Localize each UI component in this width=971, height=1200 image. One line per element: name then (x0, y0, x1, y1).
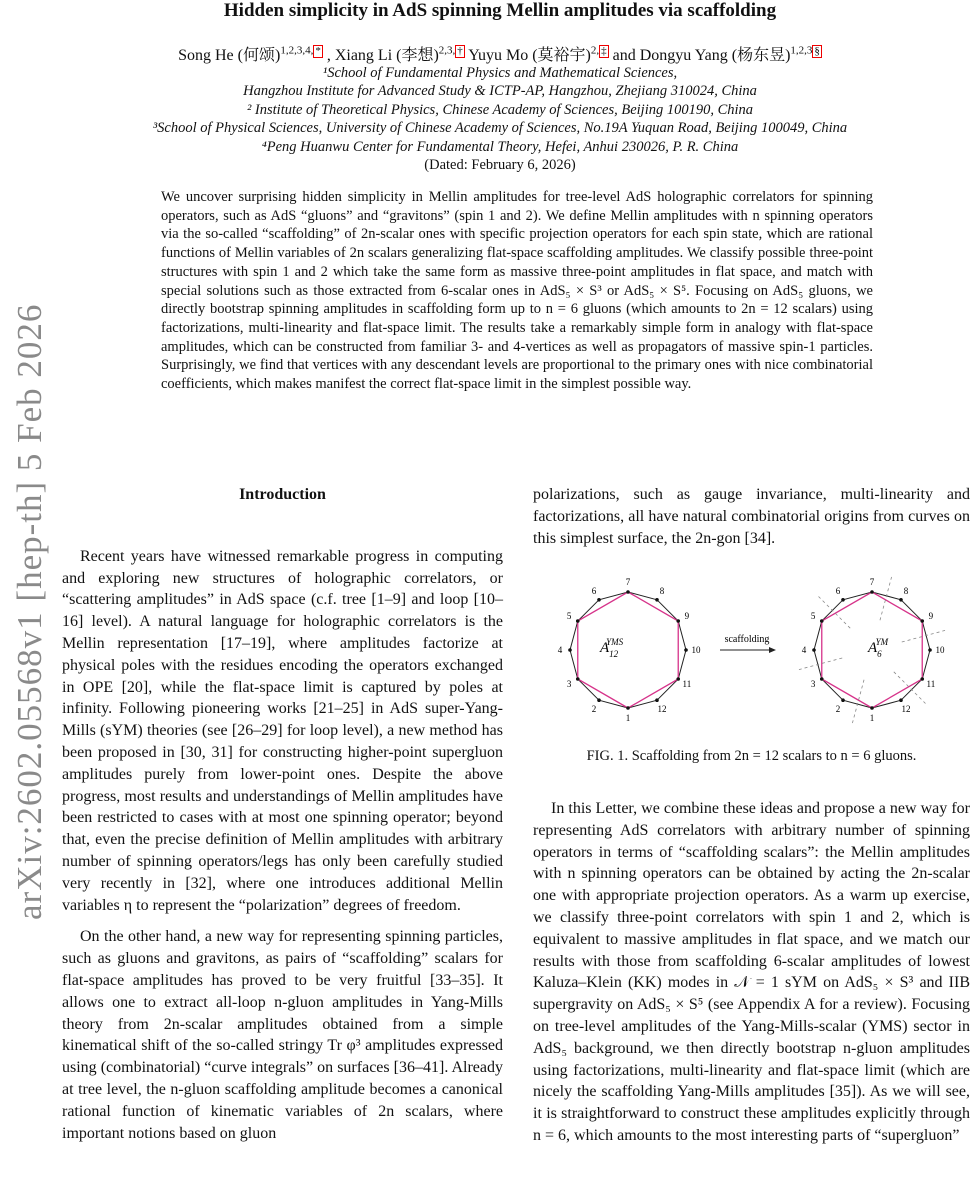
vertex-label: 2 (835, 703, 841, 714)
affiliation-line: Hangzhou Institute for Advanced Study & ICTP-AP, Hangzhou, Zhejiang 310024, China (243, 83, 757, 100)
vertex-label: 10 (935, 645, 945, 655)
vertex-dot (676, 677, 680, 681)
vertex-dot (820, 619, 824, 623)
affiliations (40, 64, 960, 174)
right-column-top (533, 484, 970, 549)
vertex-dot (841, 698, 845, 702)
author-affil-sup: 1,2,3 (790, 44, 813, 57)
paragraph: polarizations, such as gauge invariance, multi-linearity and factorizations, all have natural combinatorial origins from curves on this simplest surface, the 2n-gon [34]. (533, 486, 970, 547)
gluon-line (880, 577, 892, 620)
vertex-dot (597, 598, 601, 602)
left-12-gon (558, 577, 701, 723)
vertex-dot (870, 706, 874, 710)
arxiv-side-stamp: arXiv:2602.05568v1 [hep-th] 5 Feb 2026 (10, 303, 49, 920)
paragraph: On the other hand, a new way for representing spinning particles, such as gluons and gravitons, as pairs of “scaffolding” scalars for flat-space amplitudes has proved to be very fruitful [33–35]. It allows one to extract all-loop n-gluon amplitudes in Yang-Mills theory from 2n-scalar amplitudes obtained from a simple kinematical shift of the so-called stringy Tr φ³ amplitudes expressed using (combinatorial) “curve integrals” on surfaces [36–41]. Already at tree level, the n-gluon scaffolding amplitude becomes a canonical rational function of kinematic variables of 2n scalars, where important notions based on gluon (62, 928, 503, 1142)
paper-title: Hidden simplicity in AdS spinning Mellin amplitudes via scaffolding (223, 0, 777, 21)
figure-caption: FIG. 1. Scaffolding from 2n = 12 scalars to n = 6 gluons. (586, 748, 917, 764)
vertex-label: 9 (684, 611, 690, 621)
vertex-label: 7 (869, 577, 875, 587)
arrow-label: scaffolding (724, 634, 770, 645)
vertex-dot (841, 598, 845, 602)
left-amplitude-label: $A_{12}YMS$ (600, 637, 624, 659)
author-name: Yuyu Mo (莫裕宇) (468, 47, 591, 64)
author-affil-sup: 2, (590, 44, 600, 57)
vertex-dot (676, 619, 680, 623)
vertex-dot (928, 648, 932, 652)
figure-1-diagram (540, 570, 970, 730)
vertex-label: 4 (557, 645, 563, 655)
footnote-link[interactable]: † (457, 44, 463, 57)
affiliation-line: ³School of Physical Sciences, University of Chinese Academy of Sciences, No.19A Yuquan Road, Beijing 100049, China (152, 120, 848, 137)
author-name: and Dongyu Yang (杨东昱) (612, 47, 791, 64)
vertex-dot (568, 648, 572, 652)
vertex-label: 11 (926, 679, 936, 689)
abstract: We uncover surprising hidden simplicity in Mellin amplitudes for tree-level AdS holographic correlators for spinning operators, such as AdS “gluons” and “gravitons” (spin 1 and 2). We define Mellin amplitudes with n spinning operators via the so-called “scaffolding” of 2n-scalar ones with specific projection operators for each spin state, which are rational functions of Mellin variables of 2n scalars generalizing flat-space scaffolding amplitudes. We classify possible three-point structures with spin 1 and 2 which take the same form as massive three-point amplitudes in flat space, and match with special solutions such as those extracted from 6-scalar ones in AdS₅ × S³ or AdS₅ × S⁵. Focusing on AdS₅ gluons, we directly bootstrap spinning amplitudes in scaffolding form up to n = 6 gluons (which amounts to 2n = 12 scalars) using factorizations, multi-linearity and flat-space limit. The results take a remarkably simple form in analogy with flat-space amplitudes, which can be constructed from familiar 3- and 4-vertices as well as propagators of massive spin-1 particles. Surprisingly, we find that vertices with any descendant levels are proportional to the primary ones with nice combinatorial coefficients, which makes manifest the correct flat-space limit in the simplest possible way. (161, 189, 873, 393)
footnote-link[interactable]: ‡ (601, 44, 607, 57)
vertex-label: 5 (566, 611, 572, 621)
paragraph: In this Letter, we combine these ideas and propose a new way for representing AdS correlators with arbitrary number of spinning operators in terms of “scaffolding scalars”: the Mellin amplitudes with n spinning operators can be obtained by acting the 2n-scalar one with appropriate projection operators. As a warm up exercise, we classify three-point correlators with spin 1 and 2, which is equivalent to massive amplitudes in flat space, and we match our results with those from scaffolding 6-scalar amplitudes of lowest Kaluza–Klein (KK) modes in 𝒩 = 1 sYM on AdS₅ × S³ and IIB supergravity on AdS₅ × S⁵ (see Appendix A for a review). Focusing on tree-level amplitudes of the Yang-Mills-scalar (YMS) sector in AdS₅ background, we then directly bootstrap n-gluon amplitudes using factorizations, multi-linearity and flat-space limit (which are nicely the scaffolding Yang-Mills amplitudes [35]). As we will see, it is straightforward to construct these amplitudes explicitly through n = 6, which amounts to the most interesting parts of “supergluon” (533, 800, 970, 1144)
gluon-line (894, 672, 926, 704)
section-heading-introduction: Introduction (239, 486, 326, 503)
scaffold-hexagon (578, 592, 678, 708)
vertex-dot (655, 698, 659, 702)
vertex-label: 7 (625, 577, 631, 587)
footnote-link[interactable]: * (315, 44, 321, 57)
date-line: (Dated: February 6, 2026) (424, 157, 576, 174)
gluon-line (799, 658, 842, 670)
vertex-label: 11 (682, 679, 692, 689)
affiliation-line: ¹School of Fundamental Physics and Mathematical Sciences, (322, 65, 678, 81)
left-column (62, 484, 503, 1144)
vertex-label: 8 (903, 586, 909, 597)
affiliation-line: ² Institute of Theoretical Physics, Chinese Academy of Sciences, Beijing 100190, China (246, 101, 754, 118)
vertex-label: 5 (810, 611, 816, 621)
footnote-link[interactable]: § (814, 44, 820, 57)
right-amplitude-label: $A_6YM$ (868, 637, 889, 659)
vertex-label: 6 (835, 586, 841, 597)
author-name: , Xiang Li (李想) (326, 47, 439, 64)
paragraph: Recent years have witnessed remarkable progress in computing and exploring new structures of holographic correlators, or “scattering amplitudes” in AdS space (c.f. tree [1–9] and loop [10–16] level). A natural language for holographic correlators is the Mellin representation [17–19], where amplitudes factorize at physical poles with the residues encoding the operators exchanged in OPE [20], while the flat-space limit is captured by poles at infinity. Following pioneering works [21–25] in AdS super-Yang-Mills (sYM) theories (see [26–29] for loop level), a new method has been proposed in [30, 31] for constructing higher-point supergluon amplitudes purely from lower-point ones. Despite the above progress, most results and understandings of Mellin amplitudes have been restricted to cases with at most one spinning operator; beyond that, even the precise definition of Mellin amplitudes with arbitrary number of spinning operators/legs has only been carefully studied very recently in [32], where one introduces additional Mellin variables η to represent the “polarization” degrees of freedom. (62, 547, 503, 914)
polygon-edge (570, 592, 686, 708)
vertex-label: 12 (901, 703, 911, 714)
vertex-label: 8 (659, 586, 665, 597)
vertex-dot (812, 648, 816, 652)
vertex-label: 2 (591, 703, 597, 714)
author-list (60, 42, 940, 65)
gluon-line (819, 597, 851, 629)
author-affil-sup: 1,2,3,4, (280, 44, 314, 57)
vertex-label: 10 (691, 645, 701, 655)
vertex-dot (820, 677, 824, 681)
vertex-dot (920, 619, 924, 623)
vertex-dot (576, 677, 580, 681)
vertex-dot (899, 698, 903, 702)
arrow-head (769, 647, 776, 653)
right-column-bottom (533, 798, 970, 1147)
vertex-label: 3 (566, 679, 572, 689)
vertex-label: 12 (657, 703, 667, 714)
vertex-dot (576, 619, 580, 623)
gluon-line (902, 630, 945, 642)
vertex-dot (684, 648, 688, 652)
vertex-dot (920, 677, 924, 681)
gluon-line (852, 680, 864, 723)
vertex-dot (870, 590, 874, 594)
vertex-label: 9 (928, 611, 934, 621)
affiliation-line: ⁴Peng Huanwu Center for Fundamental Theory, Hefei, Anhui 230026, P. R. China (261, 138, 739, 155)
vertex-label: 1 (869, 713, 875, 723)
author-affil-sup: 2,3, (438, 44, 456, 57)
vertex-dot (626, 590, 630, 594)
vertex-label: 1 (625, 713, 631, 723)
vertex-dot (655, 598, 659, 602)
vertex-dot (626, 706, 630, 710)
vertex-label: 3 (810, 679, 816, 689)
vertex-label: 4 (801, 645, 807, 655)
vertex-dot (597, 698, 601, 702)
author-name: Song He (何颂) (178, 47, 281, 64)
vertex-label: 6 (591, 586, 597, 597)
vertex-dot (899, 598, 903, 602)
